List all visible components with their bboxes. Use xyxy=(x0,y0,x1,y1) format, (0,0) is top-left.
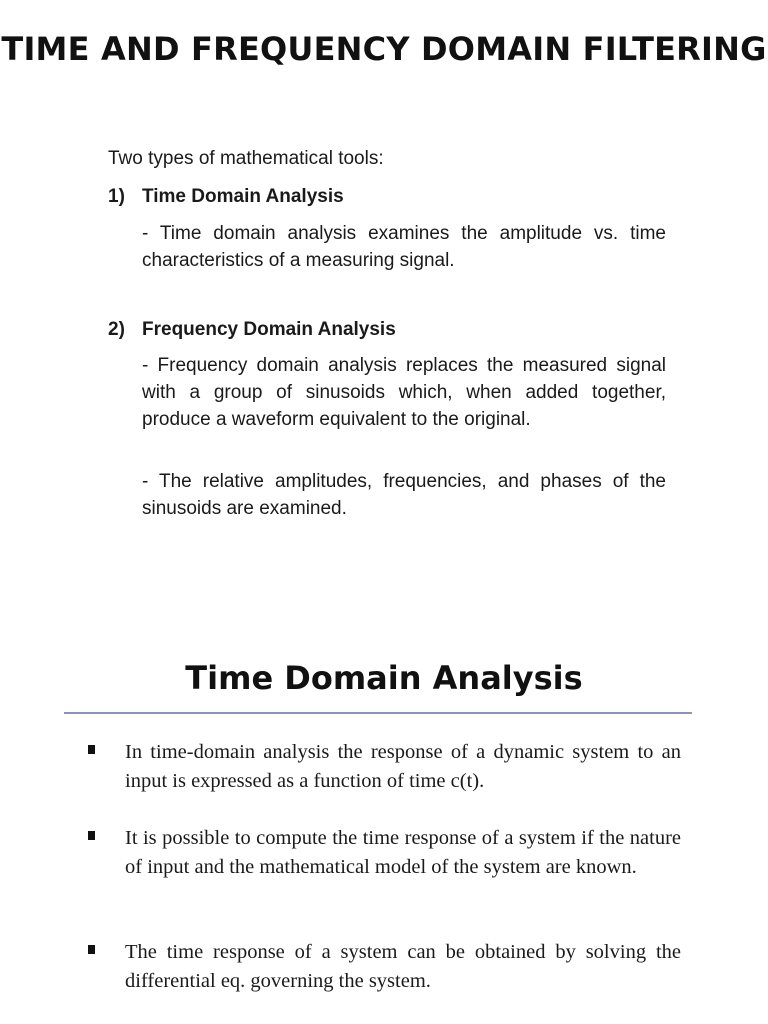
bullet-text: The time response of a system can be obtained by solving the differential eq. governing the system. xyxy=(125,941,681,992)
item-number: 1) xyxy=(108,186,125,207)
time-domain-description: - Time domain analysis examines the amplitude vs. time characteristics of a measuring signal. xyxy=(142,223,666,271)
bullet-text: It is possible to compute the time response of a system if the nature of input and the mathematical model of the system are known. xyxy=(125,827,681,878)
frequency-domain-description: - Frequency domain analysis replaces the measured signal with a group of sinusoids which, when added together, produce a waveform equivalent to the original. xyxy=(142,355,666,430)
bullet-icon xyxy=(88,831,95,840)
page-title: TIME AND FREQUENCY DOMAIN FILTERING xyxy=(1,30,767,68)
bullet-text: In time-domain analysis the response of a dynamic system to an input is expressed as a function of time c(t). xyxy=(125,741,681,792)
frequency-domain-detail: - The relative amplitudes, frequencies, and phases of the sinusoids are examined. xyxy=(142,471,666,519)
bullet-icon xyxy=(88,745,95,754)
item-heading-label: Time Domain Analysis xyxy=(142,186,344,207)
bullet-icon xyxy=(88,945,95,954)
title-underline xyxy=(64,712,692,714)
intro-text: Two types of mathematical tools: xyxy=(108,148,384,169)
item-number: 2) xyxy=(108,319,125,340)
item-heading-time-domain xyxy=(108,184,344,210)
item-heading-frequency-domain xyxy=(108,317,396,343)
section-title: Time Domain Analysis xyxy=(185,659,583,697)
item-heading-label: Frequency Domain Analysis xyxy=(142,319,396,340)
